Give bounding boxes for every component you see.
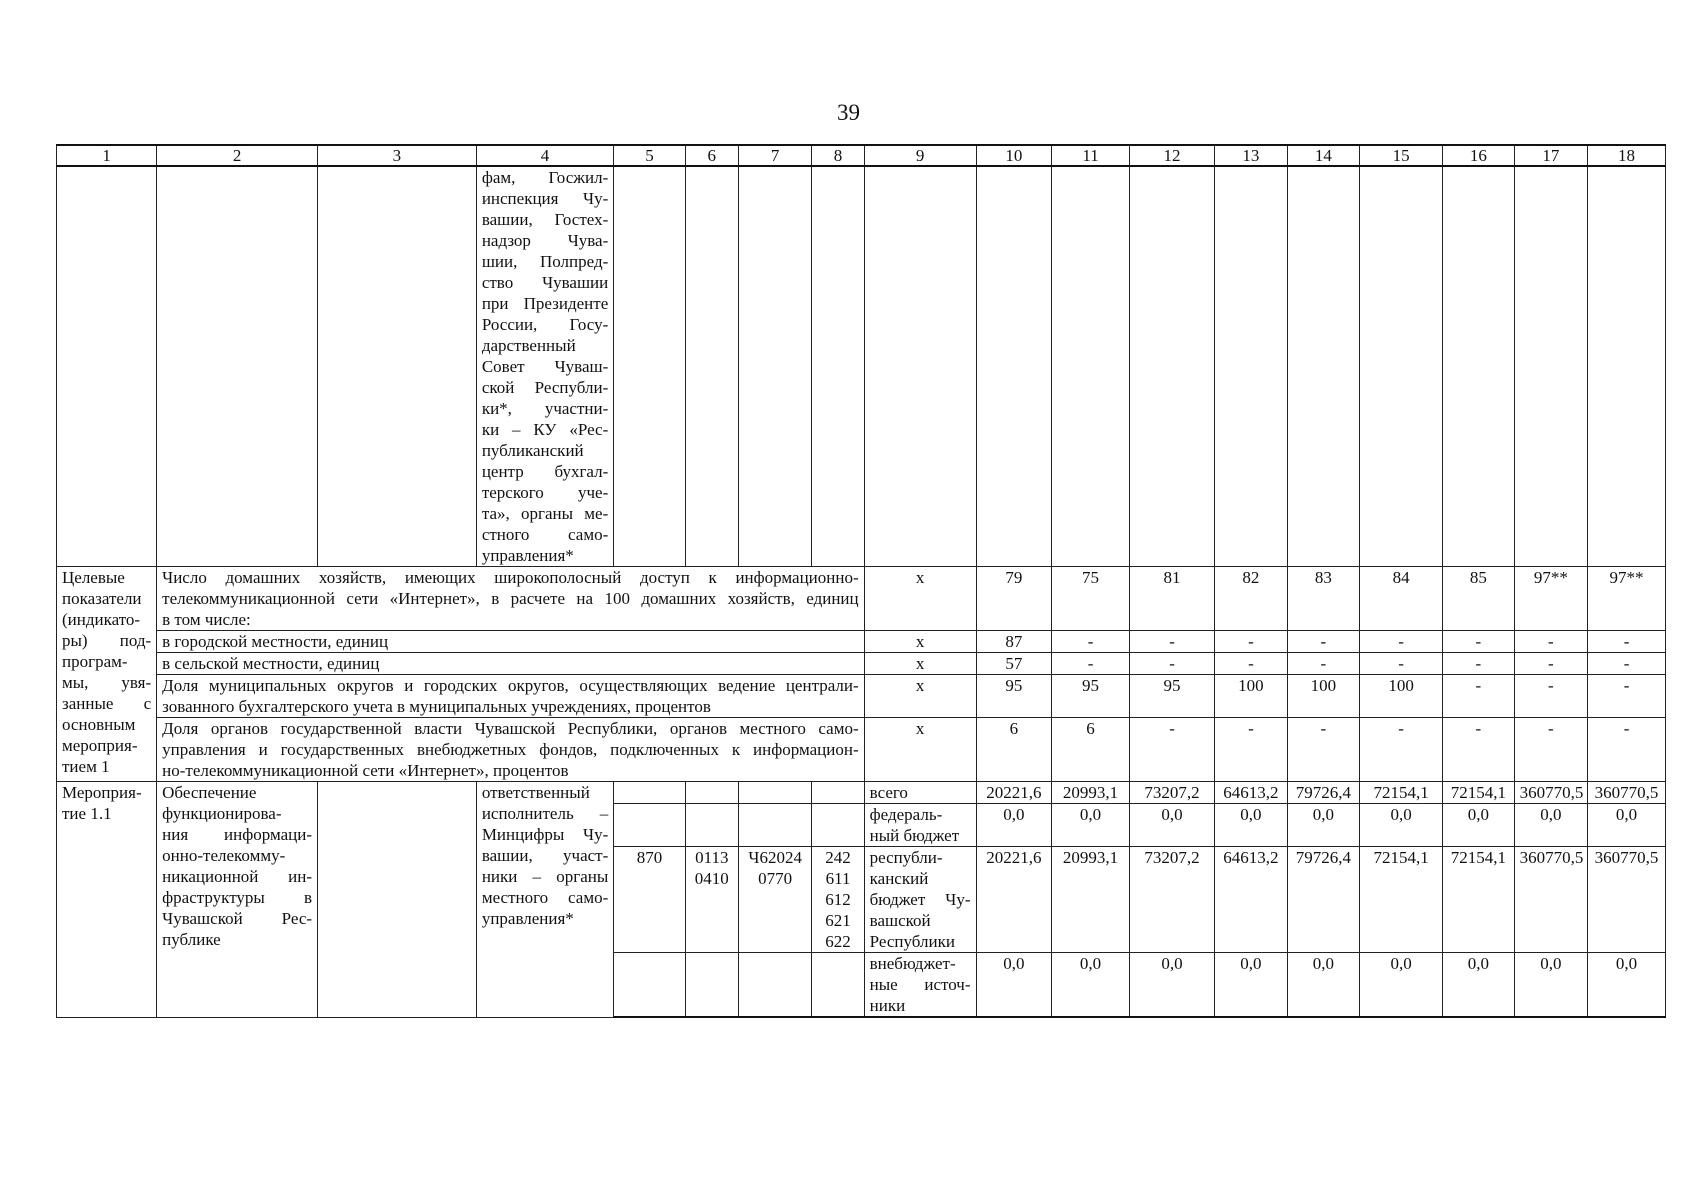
column-number: 10 — [976, 145, 1052, 166]
column-number: 11 — [1052, 145, 1130, 166]
empty-cell — [812, 953, 864, 1018]
cell-line: Чувашской Рес- — [162, 909, 313, 928]
indicator-value-cell: - — [1287, 631, 1359, 653]
cell-line: мероприя- — [62, 736, 138, 755]
empty-cell — [738, 953, 812, 1018]
activity-executor-cell — [476, 782, 613, 1018]
target-indicator-row — [57, 653, 1666, 675]
cell-line: ники – органы — [481, 867, 609, 886]
page-number: 39 — [837, 100, 860, 125]
indicator-value-cell: - — [1215, 653, 1287, 675]
indicator-name-cell — [157, 567, 864, 631]
column-number: 13 — [1215, 145, 1287, 166]
cell-line: тием 1 — [62, 757, 110, 776]
indicator-value-cell: 95 — [976, 675, 1052, 718]
cell-line: Мероприя- — [62, 783, 142, 802]
indicator-value-cell: 95 — [1052, 675, 1130, 718]
cell-line: Минцифры Чу- — [481, 825, 609, 844]
funding-value-cell: 0,0 — [976, 804, 1052, 847]
column-number: 1 — [57, 145, 157, 166]
empty-cell — [685, 953, 738, 1018]
indicator-col9-cell: x — [864, 675, 976, 718]
cell-line: в том числе: — [162, 610, 251, 629]
cell-line: ки*, участни- — [481, 399, 609, 418]
cell-line: внебюджет- — [869, 954, 956, 973]
funding-source-cell — [864, 847, 976, 953]
indicator-value-cell: 97** — [1514, 567, 1588, 631]
cell-line: России, Госу- — [481, 315, 609, 334]
cell-line: 0770 — [758, 869, 793, 888]
cell-line: 611 — [825, 869, 851, 888]
funding-value-cell: 73207,2 — [1129, 782, 1214, 804]
cell-line: та», органы ме- — [481, 504, 609, 523]
cell-line: ный бюджет — [869, 826, 960, 845]
cell-line: ки – КУ «Рес- — [481, 420, 609, 439]
cell-line: ния информаци- — [162, 825, 313, 844]
indicator-value-cell: 85 — [1443, 567, 1514, 631]
cell-line: но-телекоммуникационной сети «Интернет», процентов — [162, 761, 569, 780]
column-number: 4 — [476, 145, 613, 166]
funding-value-cell: 360770,5 — [1588, 847, 1666, 953]
cell-line: ской Республи- — [481, 378, 609, 397]
executor-continuation-cell — [476, 166, 613, 567]
funding-value-cell: 72154,1 — [1360, 847, 1443, 953]
indicator-value-cell: - — [1215, 718, 1287, 782]
cell-line: публике — [162, 930, 221, 949]
empty-cell — [685, 804, 738, 847]
indicator-value-cell: 95 — [1129, 675, 1214, 718]
indicator-value-cell: - — [1129, 631, 1214, 653]
indicator-name-cell — [157, 675, 864, 718]
indicator-value-cell: - — [1129, 653, 1214, 675]
indicator-value-cell: - — [1360, 631, 1443, 653]
empty-cell — [685, 166, 738, 567]
indicator-value-cell: 87 — [976, 631, 1052, 653]
cell-line: фам, Госжил- — [481, 168, 609, 187]
funding-value-cell: 79726,4 — [1287, 847, 1359, 953]
cell-line: мы, увя- — [62, 673, 152, 692]
indicator-value-cell: - — [1443, 631, 1514, 653]
empty-cell — [614, 782, 685, 804]
empty-cell — [976, 166, 1052, 567]
indicator-value-cell: - — [1588, 653, 1666, 675]
cell-line: програм- — [62, 652, 128, 671]
cell-line: показатели — [62, 589, 142, 608]
cell-line: занные с — [62, 694, 152, 713]
indicator-value-cell: - — [1514, 631, 1588, 653]
column-number: 7 — [738, 145, 812, 166]
cell-line: Доля муниципальных округов и городских округов, осуществляющих ведение централи- — [162, 676, 859, 695]
empty-cell — [1052, 166, 1130, 567]
funding-value-cell: 64613,2 — [1215, 847, 1287, 953]
cell-line: 612 — [825, 890, 851, 909]
cell-line: Целевые — [62, 568, 125, 587]
funding-value-cell: 20221,6 — [976, 847, 1052, 953]
empty-cell — [614, 804, 685, 847]
funding-value-cell: 0,0 — [1443, 953, 1514, 1018]
column-number-row — [57, 145, 1666, 166]
cell-line: 622 — [825, 932, 851, 951]
funding-value-cell: 0,0 — [1215, 953, 1287, 1018]
indicator-value-cell: - — [1443, 675, 1514, 718]
column-number: 12 — [1129, 145, 1214, 166]
funding-value-cell: 73207,2 — [1129, 847, 1214, 953]
cell-line: тие 1.1 — [62, 804, 112, 823]
indicator-value-cell: 79 — [976, 567, 1052, 631]
funding-value-cell: 72154,1 — [1443, 782, 1514, 804]
cell-line: 242 — [825, 848, 851, 867]
code-col8-cell — [812, 847, 864, 953]
indicator-value-cell: 81 — [1129, 567, 1214, 631]
cell-line: стного само- — [481, 525, 609, 544]
indicator-value-cell: 75 — [1052, 567, 1130, 631]
funding-value-cell: 360770,5 — [1514, 847, 1588, 953]
cell-line: ство Чувашии — [481, 273, 609, 292]
indicator-value-cell: - — [1514, 653, 1588, 675]
indicator-value-cell: - — [1287, 718, 1359, 782]
cell-line: зованного бухгалтерского учета в муниципальных учреждениях, процентов — [162, 697, 711, 716]
column-number: 15 — [1360, 145, 1443, 166]
funding-value-cell: 0,0 — [1588, 804, 1666, 847]
cell-line: публиканский — [481, 441, 584, 460]
column-number: 5 — [614, 145, 685, 166]
funding-value-cell: 20993,1 — [1052, 782, 1130, 804]
indicator-value-cell: - — [1360, 718, 1443, 782]
cell-line: никационной ин- — [162, 867, 313, 886]
column-number: 3 — [318, 145, 477, 166]
target-indicator-row — [57, 631, 1666, 653]
indicator-value-cell: - — [1443, 718, 1514, 782]
funding-value-cell: 0,0 — [1588, 953, 1666, 1018]
column-number: 9 — [864, 145, 976, 166]
targets-label-cell — [57, 567, 157, 782]
funding-value-cell: 0,0 — [1514, 804, 1588, 847]
activity-name-cell — [157, 782, 318, 1018]
indicator-value-cell: - — [1129, 718, 1214, 782]
indicator-value-cell: - — [1514, 675, 1588, 718]
indicator-value-cell: - — [1588, 675, 1666, 718]
indicator-value-cell: 6 — [1052, 718, 1130, 782]
funding-value-cell: 360770,5 — [1588, 782, 1666, 804]
continuation-row — [57, 166, 1666, 567]
indicator-value-cell: - — [1052, 653, 1130, 675]
cell-line: местного само- — [481, 888, 609, 907]
cell-line: дарственный — [481, 336, 576, 355]
funding-value-cell: 360770,5 — [1514, 782, 1588, 804]
cell-line: всего — [869, 783, 908, 802]
empty-cell — [812, 782, 864, 804]
indicator-value-cell: - — [1443, 653, 1514, 675]
indicator-value-cell: 100 — [1360, 675, 1443, 718]
budget-table — [56, 144, 1666, 1018]
cell-line: исполнитель – — [481, 804, 609, 823]
column-number: 8 — [812, 145, 864, 166]
funding-value-cell: 64613,2 — [1215, 782, 1287, 804]
empty-cell — [812, 166, 864, 567]
cell-line: ры) под- — [62, 631, 152, 650]
funding-value-cell: 0,0 — [976, 953, 1052, 1018]
indicator-col9-cell: x — [864, 567, 976, 631]
empty-cell — [1287, 166, 1359, 567]
funding-value-cell: 0,0 — [1215, 804, 1287, 847]
indicator-value-cell: 100 — [1215, 675, 1287, 718]
cell-line: в городской местности, единиц — [162, 632, 389, 651]
indicator-value-cell: - — [1588, 631, 1666, 653]
code-col7-cell — [738, 847, 812, 953]
cell-line: Обеспечение — [162, 783, 257, 802]
cell-line: вашии, Гостех- — [481, 210, 609, 229]
cell-line: 0410 — [694, 869, 729, 888]
cell-line: в сельской местности, единиц — [162, 654, 380, 673]
cell-line: терского уче- — [481, 483, 609, 502]
indicator-name-cell — [157, 631, 864, 653]
cell-line: центр бухгал- — [481, 462, 609, 481]
indicator-value-cell: 6 — [976, 718, 1052, 782]
empty-cell — [812, 804, 864, 847]
cell-line: 621 — [825, 911, 851, 930]
cell-line: фраструктуры в — [162, 888, 313, 907]
funding-value-cell: 0,0 — [1360, 953, 1443, 1018]
empty-cell — [1360, 166, 1443, 567]
funding-value-cell: 0,0 — [1052, 953, 1130, 1018]
target-indicator-row — [57, 675, 1666, 718]
funding-source-cell — [864, 804, 976, 847]
funding-value-cell: 20221,6 — [976, 782, 1052, 804]
empty-cell — [864, 166, 976, 567]
column-number: 2 — [157, 145, 318, 166]
indicator-value-cell: - — [1514, 718, 1588, 782]
funding-source-cell — [864, 953, 976, 1018]
cell-line: федераль- — [869, 805, 943, 824]
indicator-col9-cell: x — [864, 631, 976, 653]
cell-line: функционирова- — [162, 804, 282, 823]
column-number: 6 — [685, 145, 738, 166]
cell-line: (индикато- — [62, 610, 141, 629]
funding-value-cell: 72154,1 — [1443, 847, 1514, 953]
empty-cell — [57, 166, 157, 567]
cell-line: бюджет Чу- — [869, 890, 971, 909]
column-number: 17 — [1514, 145, 1588, 166]
indicator-col9-cell: x — [864, 718, 976, 782]
column-number: 16 — [1443, 145, 1514, 166]
empty-cell — [1129, 166, 1214, 567]
cell-line: Ч62024 — [748, 848, 802, 867]
code-col6-cell — [685, 847, 738, 953]
cell-line: канский — [869, 869, 929, 888]
cell-line: телекоммуникационной сети «Интернет», в расчете на 100 домашних хозяйств, единиц — [162, 589, 859, 608]
target-indicator-row — [57, 567, 1666, 631]
cell-line: Республики — [869, 932, 955, 951]
cell-line: основным — [62, 715, 136, 734]
indicator-name-cell — [157, 718, 864, 782]
funding-value-cell: 0,0 — [1443, 804, 1514, 847]
indicator-value-cell: - — [1360, 653, 1443, 675]
empty-cell — [1588, 166, 1666, 567]
empty-cell — [738, 166, 812, 567]
indicator-value-cell: 100 — [1287, 675, 1359, 718]
indicator-value-cell: - — [1052, 631, 1130, 653]
indicator-value-cell: 83 — [1287, 567, 1359, 631]
indicator-value-cell: - — [1588, 718, 1666, 782]
cell-line: 0113 — [695, 848, 729, 867]
empty-cell — [738, 782, 812, 804]
indicator-value-cell: 57 — [976, 653, 1052, 675]
empty-cell — [318, 166, 477, 567]
activity-row — [57, 782, 1666, 804]
indicator-col9-cell: x — [864, 653, 976, 675]
funding-value-cell: 72154,1 — [1360, 782, 1443, 804]
activity-label-cell — [57, 782, 157, 1018]
funding-value-cell: 0,0 — [1129, 953, 1214, 1018]
indicator-value-cell: - — [1287, 653, 1359, 675]
cell-line: ответственный — [481, 783, 590, 802]
funding-value-cell: 0,0 — [1052, 804, 1130, 847]
indicator-value-cell: 84 — [1360, 567, 1443, 631]
column-number: 18 — [1588, 145, 1666, 166]
cell-line: управления* — [481, 546, 574, 565]
funding-value-cell: 79726,4 — [1287, 782, 1359, 804]
cell-line: ные источ- — [869, 975, 971, 994]
cell-line: Совет Чуваш- — [481, 357, 609, 376]
indicator-value-cell: - — [1215, 631, 1287, 653]
cell-line: управления и государственных внебюджетных фондов, подключенных к информацион- — [162, 740, 859, 759]
empty-cell — [157, 166, 318, 567]
funding-value-cell: 0,0 — [1287, 953, 1359, 1018]
cell-line: вашской — [869, 911, 931, 930]
code-col5-cell: 870 — [614, 847, 685, 953]
empty-cell — [738, 804, 812, 847]
cell-line: онно-телекомму- — [162, 846, 286, 865]
cell-line: инспекция Чу- — [481, 189, 609, 208]
funding-value-cell: 0,0 — [1514, 953, 1588, 1018]
cell-line: Доля органов государственной власти Чувашской Республики, органов местного само- — [162, 719, 859, 738]
cell-line: Число домашних хозяйств, имеющих широкополосный доступ к информационно- — [162, 568, 859, 587]
funding-value-cell: 0,0 — [1129, 804, 1214, 847]
cell-line: республи- — [869, 848, 943, 867]
empty-cell — [1215, 166, 1287, 567]
cell-line: управления* — [481, 909, 574, 928]
cell-line: надзор Чува- — [481, 231, 609, 250]
empty-cell — [614, 953, 685, 1018]
empty-cell — [685, 782, 738, 804]
funding-value-cell: 0,0 — [1287, 804, 1359, 847]
indicator-value-cell: 82 — [1215, 567, 1287, 631]
indicator-name-cell — [157, 653, 864, 675]
indicator-value-cell: 97** — [1588, 567, 1666, 631]
cell-line: шии, Полпред- — [481, 252, 609, 271]
column-number: 14 — [1287, 145, 1359, 166]
funding-value-cell: 20993,1 — [1052, 847, 1130, 953]
empty-cell — [1443, 166, 1514, 567]
empty-cell — [1514, 166, 1588, 567]
empty-cell — [318, 782, 477, 1018]
cell-line: ники — [869, 996, 906, 1015]
funding-source-cell — [864, 782, 976, 804]
cell-line: вашии, участ- — [481, 846, 609, 865]
target-indicator-row — [57, 718, 1666, 782]
empty-cell — [614, 166, 685, 567]
cell-line: при Президенте — [481, 294, 609, 313]
funding-value-cell: 0,0 — [1360, 804, 1443, 847]
